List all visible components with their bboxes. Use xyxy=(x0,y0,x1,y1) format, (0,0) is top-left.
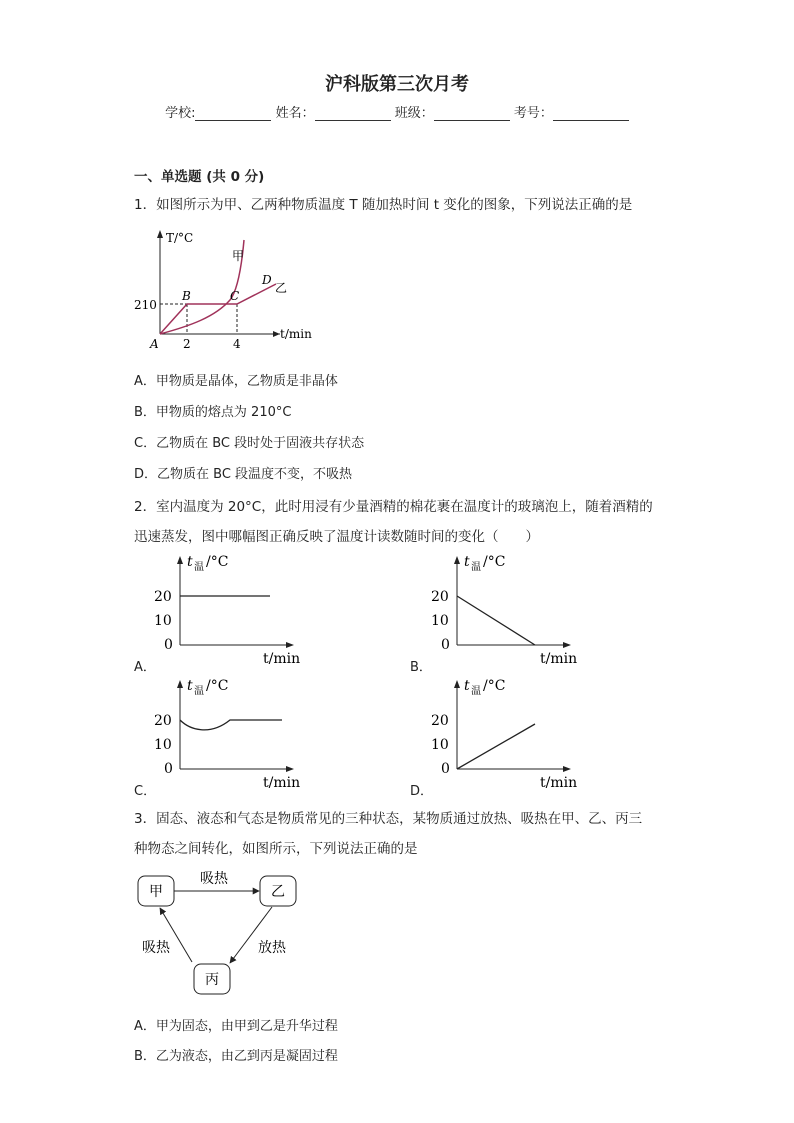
graph-b-tick-10: 10 xyxy=(431,613,449,629)
graph-d-x-arrow xyxy=(563,766,571,772)
q1-point-d: D xyxy=(262,273,272,287)
section-title: 一、单选题 (共 0 分) xyxy=(134,169,265,185)
q1-x-arrow xyxy=(273,331,280,337)
graph-a-tick-10: 10 xyxy=(154,613,172,629)
name-blank xyxy=(315,108,391,121)
q1-option-a[interactable]: A．甲物质是晶体，乙物质是非晶体 xyxy=(134,374,338,389)
graph-d-y-unit: /°C xyxy=(483,678,506,694)
q1-option-c[interactable]: C．乙物质在 BC 段时处于固液共存状态 xyxy=(134,436,365,451)
q2-line1: 2．室内温度为 20°C，此时用浸有少量酒精的棉花裹在温度计的玻璃泡上，随着酒精的 xyxy=(134,499,653,515)
class-label: 班级： xyxy=(394,106,434,121)
graph-c-tick-0: 0 xyxy=(164,761,173,777)
graph-d-tick-0: 0 xyxy=(441,761,450,777)
q1-figure xyxy=(130,222,330,357)
q1-label-jia: 甲 xyxy=(232,249,245,263)
node-yi-label: 乙 xyxy=(271,884,285,900)
edge-right-label: 放热 xyxy=(258,940,286,956)
student-info-line xyxy=(0,102,794,121)
graph-a-y-sub: 温 xyxy=(194,562,204,573)
graph-c-x-label: t/min xyxy=(263,775,301,791)
school-label: 学校: xyxy=(165,106,196,121)
graph-c-y-t: t xyxy=(187,678,193,694)
graph-d-tick-20: 20 xyxy=(431,713,449,729)
graph-c-line xyxy=(180,720,282,730)
graph-b-y-unit: /°C xyxy=(483,554,506,570)
id-label: 考号： xyxy=(513,106,553,121)
school-blank xyxy=(195,108,271,121)
graph-d-x-label: t/min xyxy=(540,775,578,791)
q1-x-label: t/min xyxy=(280,327,312,341)
graph-c-y-arrow xyxy=(177,680,183,688)
q2-option-d[interactable]: D． xyxy=(410,784,434,799)
graph-d-tick-10: 10 xyxy=(431,737,449,753)
graph-d-y-t: t xyxy=(464,678,470,694)
q1-point-b: B xyxy=(182,289,191,303)
name-label: 姓名： xyxy=(275,106,315,121)
q2-line2: 迅速蒸发，图中哪幅图正确反映了温度计读数随时间的变化（ ） xyxy=(134,529,539,545)
edge-top-label: 吸热 xyxy=(200,871,228,887)
graph-b-x-label: t/min xyxy=(540,651,578,667)
graph-b-y-sub: 温 xyxy=(471,562,481,573)
q3-line1: 3．固态、液态和气态是物质常见的三种状态，某物质通过放热、吸热在甲、乙、丙三 xyxy=(134,811,643,827)
q2-option-b[interactable]: B． xyxy=(410,660,432,675)
q3-state-diagram xyxy=(130,866,310,1001)
q1-label-yi: 乙 xyxy=(275,281,288,295)
q1-option-d[interactable]: D．乙物质在 BC 段温度不变，不吸热 xyxy=(134,467,353,482)
graph-a-tick-0: 0 xyxy=(164,637,173,653)
q1-y-tick-210: 210 xyxy=(134,298,157,312)
q2-graph-c xyxy=(150,674,310,794)
graph-b-line xyxy=(457,596,535,645)
page-title: 沪科版第三次月考 xyxy=(325,74,469,95)
q1-x-tick-4: 4 xyxy=(233,337,241,351)
graph-d-y-sub: 温 xyxy=(471,686,481,697)
q1-text: 1．如图所示为甲、乙两种物质温度 T 随加热时间 t 变化的图象，下列说法正确的是 xyxy=(134,197,633,213)
graph-b-tick-0: 0 xyxy=(441,637,450,653)
q3-line2: 种物态之间转化，如图所示，下列说法正确的是 xyxy=(134,841,418,857)
graph-b-x-arrow xyxy=(563,642,571,648)
graph-a-y-t: t xyxy=(187,554,193,570)
q1-point-c: C xyxy=(230,289,240,303)
graph-a-y-arrow xyxy=(177,556,183,564)
q2-option-c[interactable]: C． xyxy=(134,784,157,799)
q2-graph-d xyxy=(427,674,587,794)
graph-c-x-arrow xyxy=(286,766,294,772)
graph-b-y-arrow xyxy=(454,556,460,564)
q2-graph-b xyxy=(427,550,587,670)
graph-b-tick-20: 20 xyxy=(431,589,449,605)
q3-option-a[interactable]: A．甲为固态，由甲到乙是升华过程 xyxy=(134,1019,338,1034)
q2-option-a[interactable]: A． xyxy=(134,660,156,675)
edge-left-label: 吸热 xyxy=(142,940,170,956)
graph-d-y-arrow xyxy=(454,680,460,688)
q1-y-label: T/°C xyxy=(166,231,194,245)
graph-c-tick-20: 20 xyxy=(154,713,172,729)
node-bing-label: 丙 xyxy=(205,972,219,988)
q1-line-yi xyxy=(160,284,276,334)
q1-option-b[interactable]: B．甲物质的熔点为 210°C xyxy=(134,405,292,420)
q1-y-arrow xyxy=(157,230,163,238)
graph-c-tick-10: 10 xyxy=(154,737,172,753)
graph-c-y-unit: /°C xyxy=(206,678,229,694)
graph-c-y-sub: 温 xyxy=(194,686,204,697)
q1-x-tick-2: 2 xyxy=(183,337,191,351)
graph-a-tick-20: 20 xyxy=(154,589,172,605)
q1-point-a: A xyxy=(150,337,159,351)
graph-a-y-unit: /°C xyxy=(206,554,229,570)
graph-a-x-arrow xyxy=(286,642,294,648)
node-jia-label: 甲 xyxy=(149,884,163,900)
graph-a-x-label: t/min xyxy=(263,651,301,667)
q2-graph-a xyxy=(150,550,310,670)
id-blank xyxy=(553,108,629,121)
q3-option-b[interactable]: B．乙为液态，由乙到丙是凝固过程 xyxy=(134,1049,338,1064)
class-blank xyxy=(434,108,510,121)
graph-b-y-t: t xyxy=(464,554,470,570)
graph-d-line xyxy=(457,724,535,769)
